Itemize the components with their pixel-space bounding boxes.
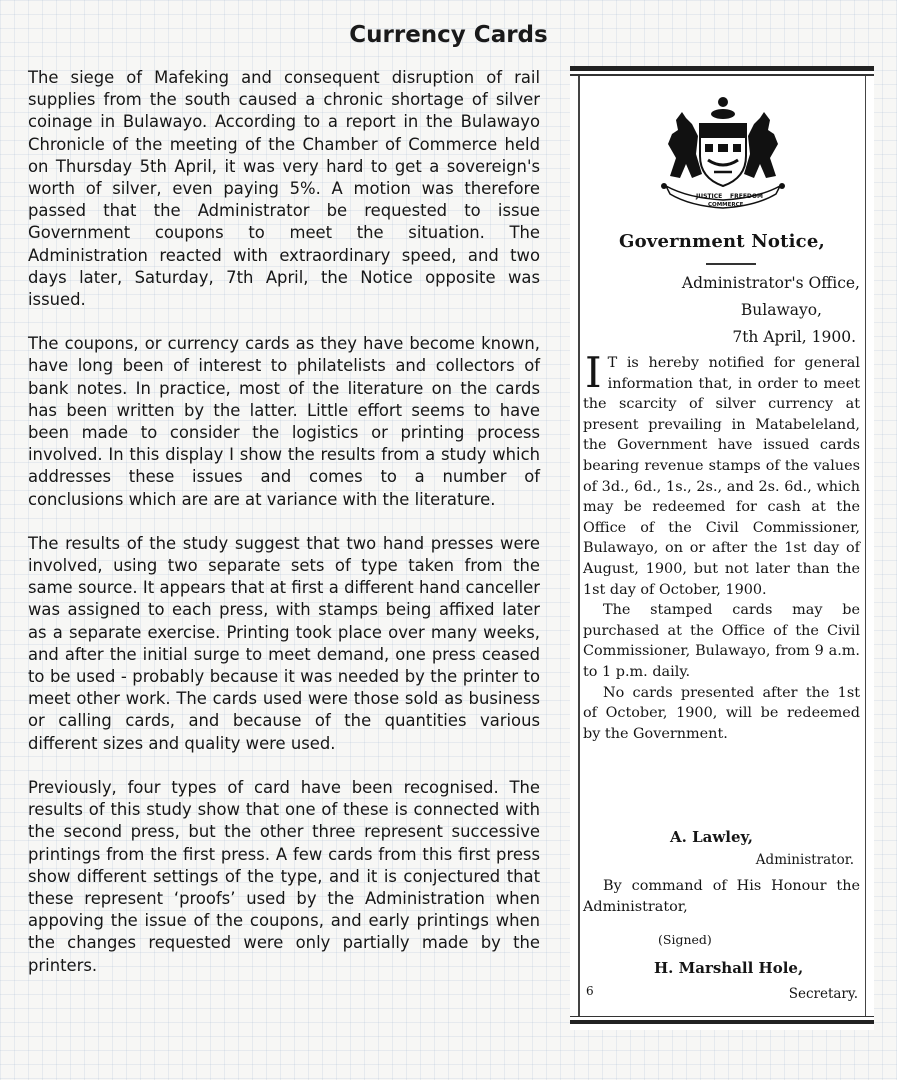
notice-heading: Government Notice, (619, 231, 825, 252)
notice-body-paragraph-1 (583, 348, 860, 600)
notice-dropcap: I (585, 348, 602, 397)
notice-date: 7th April, 1900. (732, 328, 856, 346)
crest-motto-bottom: COMMERCE (708, 202, 744, 208)
notice-office: Administrator's Office, (681, 274, 860, 292)
notice-place: Bulawayo, (740, 301, 822, 319)
command-line (583, 876, 860, 917)
heading-divider (706, 263, 756, 265)
border-rule-bottom (570, 1020, 874, 1024)
notice-body (583, 348, 860, 744)
border-rule-right (865, 76, 867, 1016)
border-rule-top-thin (570, 74, 874, 76)
article-text (28, 67, 540, 999)
signatory-2-name: H. Marshall Hole, (654, 959, 804, 977)
government-notice-clipping (570, 66, 874, 1030)
column-number: 6 (586, 984, 594, 998)
border-rule-top (570, 66, 874, 71)
notice-body-text-1: T is hereby notified for general information that, in order to meet the scarcity of silver currency at present prevailing in Matabeleland, the Government have issued cards bearing revenue stamps of the values of 3d., 6d., 1s., 2s., and 2s. 6d., which may be redeemed for cash at the Office of the Civil Commissioner, Bulawayo, on or after the 1st day of August, 1900, but not later than the 1st day of October, 1900. (583, 355, 860, 598)
notice-body-paragraph-2: The stamped cards may be purchased at the Office of the Civil Commissioner, Bulawayo, from 9 a.m. to 1 p.m. daily. (583, 602, 860, 680)
notice-body-paragraph-3: No cards presented after the 1st of October, 1900, will be redeemed by the Government. (583, 684, 860, 742)
page-title: Currency Cards (349, 22, 548, 48)
signatory-1-name: A. Lawley, (670, 828, 754, 846)
border-rule-left (578, 76, 580, 1016)
coat-of-arms-icon (658, 94, 788, 209)
article-paragraph-1: The siege of Mafeking and consequent disruption of rail supplies from the south caused a chronic shortage of silver coinage in Bulawayo. According to a report in the Bulawayo Chronicle of the meeting of the Chamber of Commerce held on Thursday 5th April, it was very hard to get a sovereign's worth of silver, even paying 5%. A motion was therefore passed that the Administrator be requested to issue Government coupons to meet the situation. The Administration reacted with extraordinary speed, and two days later, Saturday, 7th April, the Notice opposite was issued. (28, 68, 540, 310)
signatory-2-title: Secretary. (788, 986, 858, 1002)
crest-motto-left: JUSTICE (696, 193, 723, 200)
signed-label: (Signed) (658, 932, 712, 947)
crest-motto-right: FREEDOM (730, 193, 763, 200)
signatory-1-title: Administrator. (755, 852, 854, 868)
article-paragraph-4: Previously, four types of card have been recognised. The results of this study show that one of these is connected with the second press, but the other three represent successive printings from the first press. A few cards from this first press show different settings of the type, and it is conjectured that these represent ‘proofs’ used by the Administration when appoving the issue of the coupons, and early printings when the changes requested were only partially made by the printers. (28, 777, 540, 975)
command-text: By command of His Honour the Administrator, (583, 878, 860, 915)
article-paragraph-2: The coupons, or currency cards as they have become known, have long been of interest to philatelists and collectors of bank notes. In practice, most of the literature on the cards has been written by the latter. Little effort seems to have been made to consider the logistics or printing process involved. In this display I show the results from a study which addresses these issues and comes to a number of conclusions which are are at variance with the literature. (28, 334, 540, 509)
article-paragraph-3: The results of the study suggest that two hand presses were involved, using two separate sets of type taken from the same source. It appears that at first a different hand canceller was assigned to each press, with stamps being affixed later as a separate exercise. Printing took place over many weeks, and after the initial surge to meet demand, one press ceased to be used - probably because it was needed by the printer to meet other work. The cards used were those sold as business or calling cards, and because of the quantities various different sizes and quality were used. (28, 533, 540, 753)
border-rule-bottom-thin (570, 1016, 874, 1018)
